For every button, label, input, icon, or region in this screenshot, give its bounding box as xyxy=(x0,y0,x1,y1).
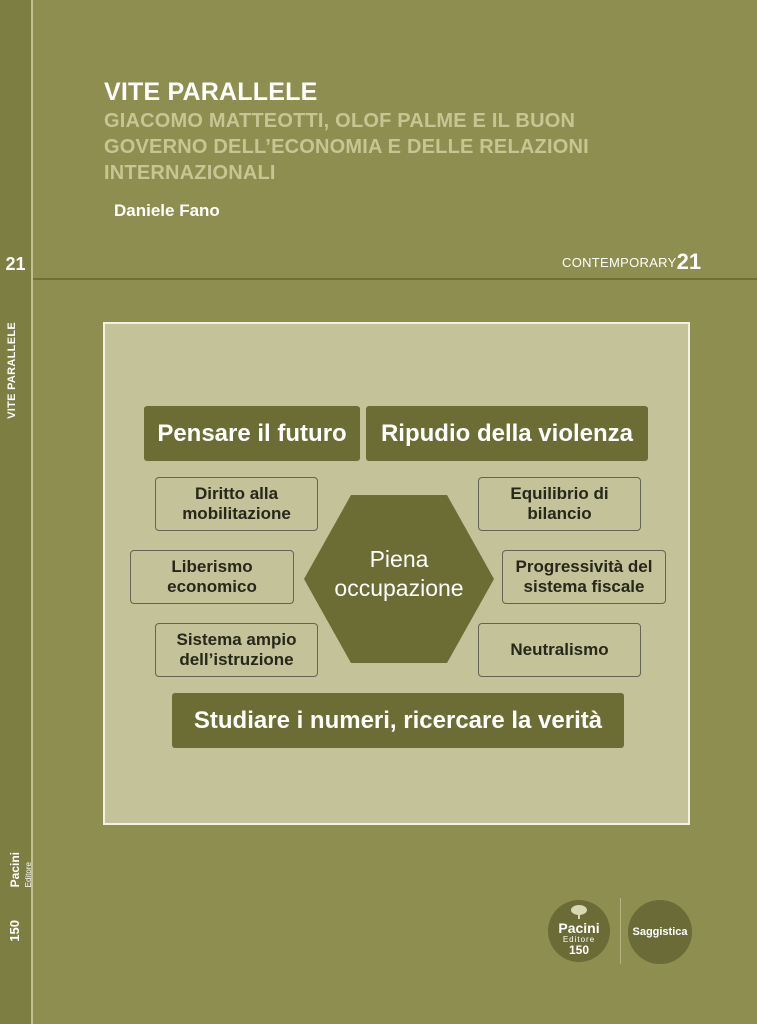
series-label xyxy=(562,249,701,275)
box-equilibrio-di-bilancio: Equilibrio di bilancio xyxy=(478,477,641,531)
tree-icon xyxy=(570,905,588,919)
collection-badge: Saggistica xyxy=(628,900,692,964)
box-diritto-alla-mobilitazione: Diritto alla mobilitazione xyxy=(155,477,318,531)
spine-publisher-sub: Editore xyxy=(24,862,33,888)
center-label xyxy=(304,545,494,603)
logo-publisher-name: Pacini xyxy=(558,920,600,936)
logo-anniversary: 150 xyxy=(568,943,590,957)
spine-volume-number: 21 xyxy=(5,254,26,274)
box-ripudio-della-violenza: Ripudio della violenza xyxy=(366,406,648,461)
book-title: VITE PARALLELE xyxy=(104,78,318,106)
publisher-logo xyxy=(548,900,610,962)
logo-publisher-sub: Editore xyxy=(562,935,596,944)
spine-publisher-name: Pacini xyxy=(8,852,22,888)
box-studiare-i-numeri: Studiare i numeri, ricercare la verità xyxy=(172,693,624,748)
book-author: Daniele Fano xyxy=(114,201,220,220)
box-sistema-ampio-istruzione: Sistema ampio dell’istruzione xyxy=(155,623,318,677)
logo-divider xyxy=(620,898,621,964)
spine-anniversary: 150 xyxy=(7,920,22,942)
box-progressivita-sistema-fiscale: Progressività del sistema fiscale xyxy=(502,550,666,604)
book-subtitle: GIACOMO MATTEOTTI, OLOF PALME E IL BUON GOVERNO DELL’ECONOMIA E DELLE RELAZIONI INTERNAZIONALI xyxy=(104,110,589,184)
series-name: CONTEMPORARY xyxy=(562,255,677,270)
box-neutralismo: Neutralismo xyxy=(478,623,641,677)
center-label-line2: occupazione xyxy=(334,575,464,601)
series-number: 21 xyxy=(676,249,702,274)
box-liberismo-economico: Liberismo economico xyxy=(130,550,294,604)
spine-title: VITE PARALLELE xyxy=(6,322,18,419)
box-pensare-il-futuro: Pensare il futuro xyxy=(144,406,360,461)
spine-publisher-logo xyxy=(9,852,36,887)
center-label-line1: Piena xyxy=(369,546,429,572)
horizontal-rule xyxy=(33,278,757,280)
